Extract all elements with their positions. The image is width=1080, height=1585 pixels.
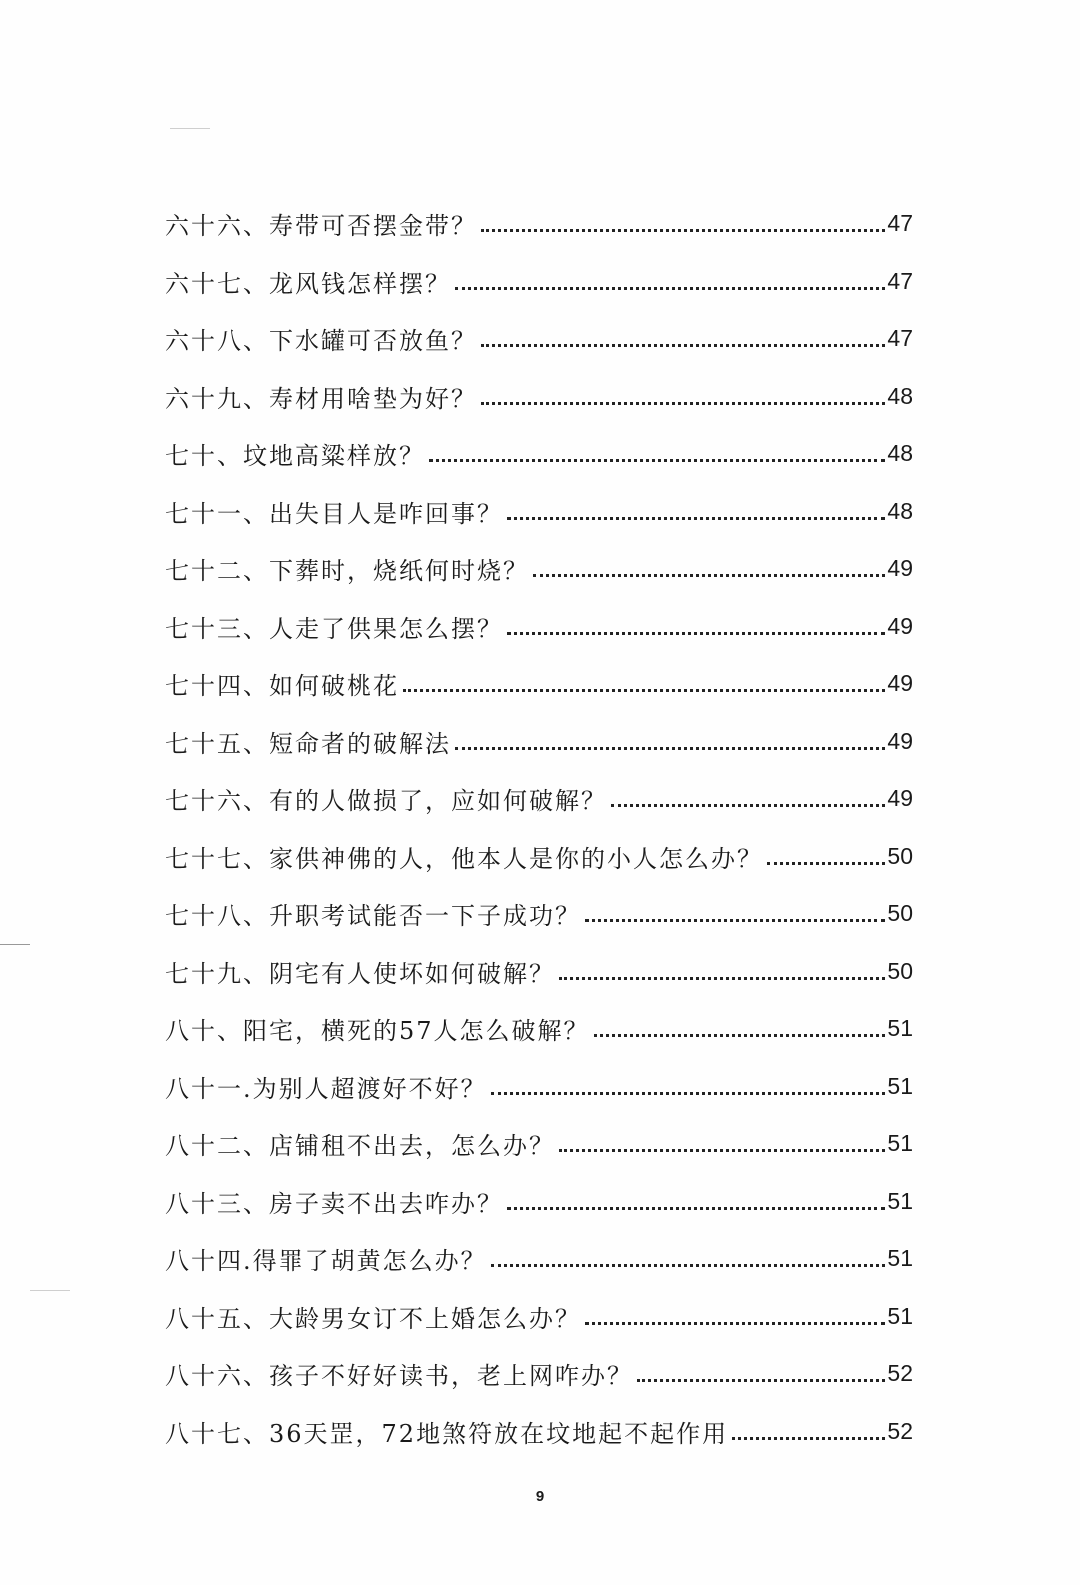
toc-entry-page: 49: [887, 555, 913, 582]
toc-entry-title: 八十七、36天罡，72地煞符放在坟地起不起作用: [165, 1419, 729, 1448]
toc-entry-title: 七十八、升职考试能否一下子成功？: [165, 902, 581, 931]
toc-dot-leader: [507, 632, 885, 635]
toc-entry-page: 48: [887, 497, 913, 524]
toc-entry-page: 47: [887, 267, 913, 294]
toc-entry-title: 八十六、孩子不好好读书，老上网咋办？: [165, 1362, 633, 1391]
toc-entry[interactable]: [165, 1115, 913, 1173]
toc-dot-leader: [455, 747, 885, 750]
toc-entry-title: 七十九、阴宅有人使坏如何破解？: [165, 959, 555, 988]
toc-entry-page: 51: [887, 1187, 913, 1214]
toc-entry[interactable]: [165, 598, 913, 656]
toc-entry-title: 八十五、大龄男女订不上婚怎么办？: [165, 1304, 581, 1333]
toc-dot-leader: [507, 517, 885, 520]
toc-dot-leader: [481, 229, 885, 232]
toc-entry-page: 49: [887, 612, 913, 639]
scan-speck: [170, 128, 210, 129]
toc-entry-page: 51: [887, 1245, 913, 1272]
toc-dot-leader: [491, 1264, 886, 1267]
toc-entry-page: 48: [887, 382, 913, 409]
toc-entry-page: 47: [887, 325, 913, 352]
toc-dot-leader: [732, 1437, 885, 1440]
toc-entry-title: 八十、阳宅，横死的57人怎么破解？: [165, 1017, 590, 1046]
toc-dot-leader: [585, 1322, 885, 1325]
toc-entry-title: 七十七、家供神佛的人，他本人是你的小人怎么办？: [165, 844, 763, 873]
toc-entry[interactable]: [165, 1230, 913, 1288]
toc-dot-leader: [637, 1379, 885, 1382]
toc-entry-page: 51: [887, 1072, 913, 1099]
toc-entry-title: 八十四.得罪了胡黄怎么办？: [165, 1247, 487, 1276]
toc-dot-leader: [585, 919, 885, 922]
toc-entry-page: 51: [887, 1130, 913, 1157]
toc-entry[interactable]: [165, 1345, 913, 1403]
toc-dot-leader: [429, 459, 885, 462]
toc-entry-title: 七十三、人走了供果怎么摆？: [165, 614, 503, 643]
toc-dot-leader: [611, 804, 885, 807]
toc-entry-title: 六十七、龙风钱怎样摆？: [165, 269, 451, 298]
toc-dot-leader: [533, 574, 885, 577]
toc-entry-title: 七十五、短命者的破解法: [165, 729, 451, 758]
toc-dot-leader: [594, 1034, 886, 1037]
toc-entry-page: 48: [887, 440, 913, 467]
toc-entry-title: 八十一.为别人超渡好不好？: [165, 1074, 487, 1103]
toc-dot-leader: [559, 1149, 885, 1152]
toc-entry[interactable]: [165, 1173, 913, 1231]
toc-entry[interactable]: [165, 425, 913, 483]
toc-entry-page: 52: [887, 1417, 913, 1444]
toc-entry[interactable]: [165, 655, 913, 713]
toc-entry-title: 七十、坟地高粱样放？: [165, 442, 425, 471]
toc-entry-page: 49: [887, 727, 913, 754]
toc-entry[interactable]: [165, 310, 913, 368]
scan-speck: [30, 1290, 70, 1291]
toc-entry-page: 51: [887, 1302, 913, 1329]
toc-entry[interactable]: [165, 1288, 913, 1346]
toc-entry-title: 六十六、寿带可否摆金带？: [165, 212, 477, 241]
toc-entry-title: 六十八、下水罐可否放鱼？: [165, 327, 477, 356]
toc-entry-page: 49: [887, 785, 913, 812]
toc-entry-page: 50: [887, 900, 913, 927]
toc-entry-page: 50: [887, 957, 913, 984]
toc-entry-title: 六十九、寿材用啥垫为好？: [165, 384, 477, 413]
toc-entry[interactable]: [165, 885, 913, 943]
toc-entry[interactable]: [165, 253, 913, 311]
page-number: 9: [535, 1488, 545, 1505]
scan-speck: [0, 944, 30, 945]
toc-entry-page: 49: [887, 670, 913, 697]
toc-dot-leader: [481, 344, 885, 347]
toc-entry[interactable]: [165, 483, 913, 541]
table-of-contents: [165, 195, 913, 1460]
toc-entry[interactable]: [165, 713, 913, 771]
toc-entry[interactable]: [165, 540, 913, 598]
toc-entry[interactable]: [165, 195, 913, 253]
toc-entry-title: 七十二、下葬时，烧纸何时烧？: [165, 557, 529, 586]
toc-entry[interactable]: [165, 1000, 913, 1058]
toc-entry-title: 七十一、出失目人是咋回事？: [165, 499, 503, 528]
toc-entry[interactable]: [165, 1058, 913, 1116]
toc-dot-leader: [481, 402, 885, 405]
toc-dot-leader: [559, 977, 885, 980]
toc-entry-title: 八十三、房子卖不出去咋办？: [165, 1189, 503, 1218]
toc-entry-page: 51: [887, 1015, 913, 1042]
toc-dot-leader: [507, 1207, 885, 1210]
toc-entry[interactable]: [165, 828, 913, 886]
toc-entry-page: 47: [887, 210, 913, 237]
toc-dot-leader: [767, 862, 885, 865]
toc-entry-title: 七十四、如何破桃花: [165, 672, 399, 701]
toc-entry[interactable]: [165, 368, 913, 426]
toc-entry-title: 七十六、有的人做损了，应如何破解？: [165, 787, 607, 816]
toc-entry-title: 八十二、店铺租不出去，怎么办？: [165, 1132, 555, 1161]
toc-dot-leader: [491, 1092, 886, 1095]
toc-entry[interactable]: [165, 1403, 913, 1461]
toc-dot-leader: [455, 287, 885, 290]
toc-entry-page: 50: [887, 842, 913, 869]
toc-entry[interactable]: [165, 943, 913, 1001]
toc-dot-leader: [403, 689, 885, 692]
toc-entry-page: 52: [887, 1360, 913, 1387]
toc-entry[interactable]: [165, 770, 913, 828]
